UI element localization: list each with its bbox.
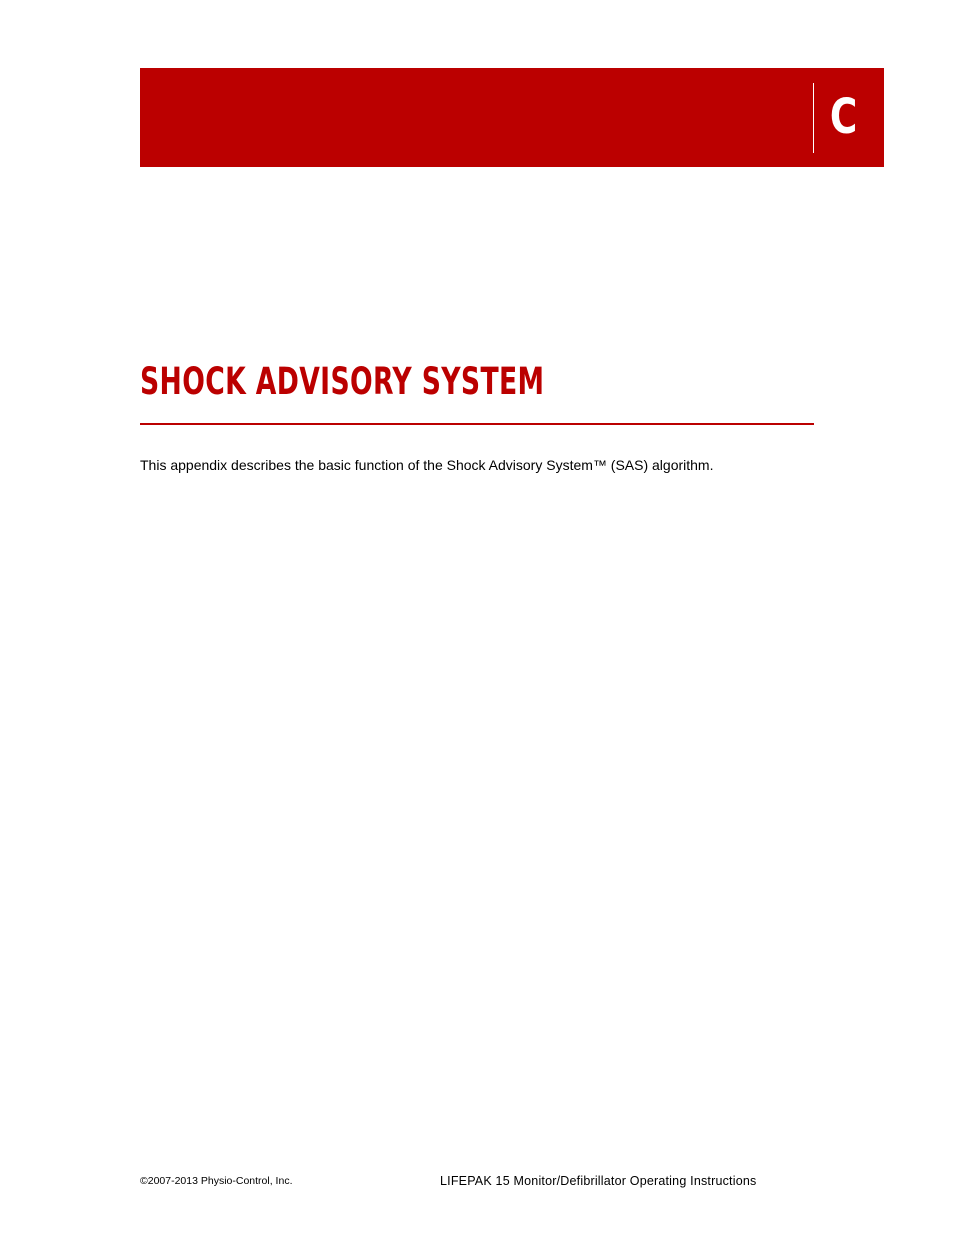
title-rule bbox=[140, 423, 814, 425]
chapter-header-band bbox=[140, 68, 884, 167]
appendix-letter: C bbox=[829, 89, 858, 145]
footer-manual-title: LIFEPAK 15 Monitor/Defibrillator Operating Instructions bbox=[440, 1174, 757, 1188]
footer-copyright: ©2007-2013 Physio-Control, Inc. bbox=[140, 1175, 293, 1187]
header-divider bbox=[813, 83, 814, 153]
page-title: SHOCK ADVISORY SYSTEM bbox=[140, 360, 545, 403]
intro-paragraph: This appendix describes the basic function of the Shock Advisory System™ (SAS) algorithm. bbox=[140, 457, 714, 473]
